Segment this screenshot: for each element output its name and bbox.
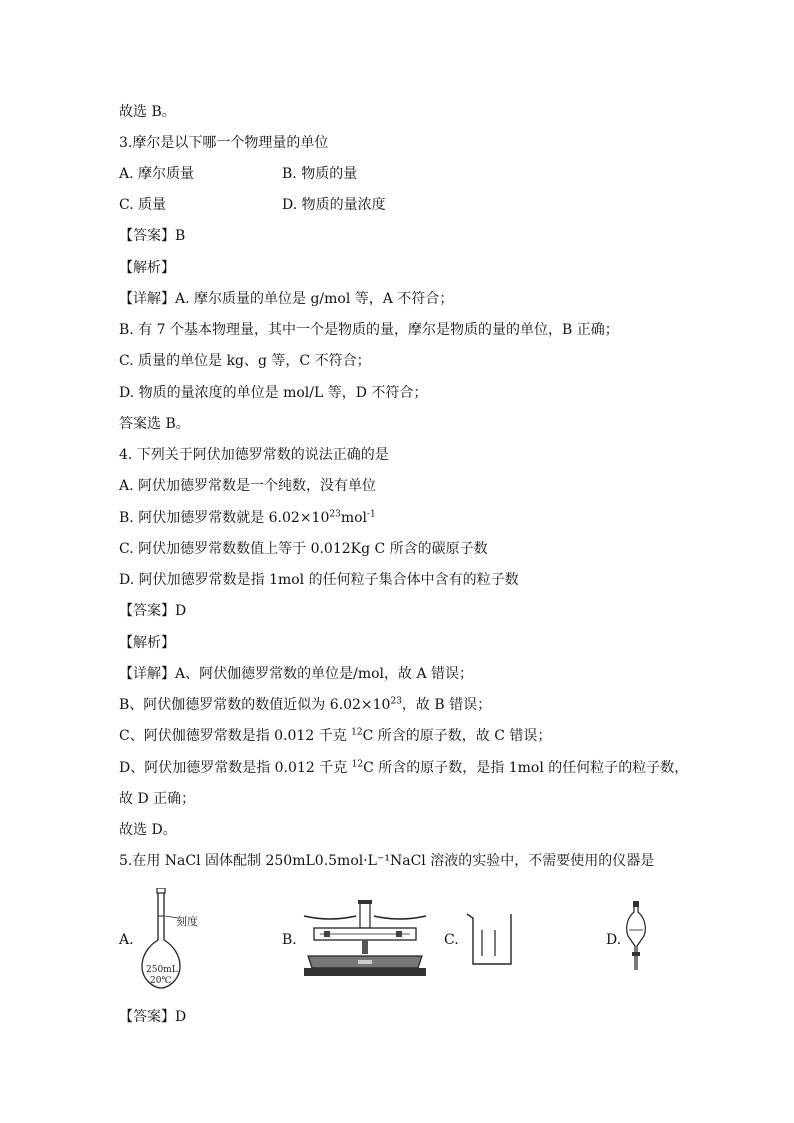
q5-label-b: B. — [282, 932, 297, 948]
text-line — [119, 695, 491, 715]
answer-line: 【答案】D — [119, 603, 187, 619]
text-segment: B. 阿伏加德罗常数就是 6.02×10 — [119, 510, 330, 526]
q3-option-a: A. 摩尔质量 — [119, 166, 195, 182]
q4-option-d: D. 阿伏加德罗常数是指 1mol 的任何粒子集合体中含有的粒子数 — [119, 572, 519, 588]
q4-option-a: A. 阿伏加德罗常数是一个纯数，没有单位 — [119, 478, 377, 494]
q3-option-d: D. 物质的量浓度 — [282, 197, 386, 213]
q5-label-a: A. — [119, 932, 134, 948]
superscript: 23 — [390, 696, 402, 707]
flask-volume-label: 250mL — [146, 965, 178, 975]
text-segment: ，故 B 错误； — [401, 697, 492, 713]
analysis-heading: 【解析】 — [119, 260, 175, 276]
question-5-stem: 5.在用 NaCl 固体配制 250mL0.5mol·L⁻¹NaCl 溶液的实验中，不需要使用的仪器是 — [119, 853, 655, 869]
analysis-heading: 【解析】 — [119, 635, 175, 651]
answer-line: 【答案】B — [119, 228, 186, 244]
text-line: 【详解】A. 摩尔质量的单位是 g/mol 等，A 不符合； — [119, 291, 454, 307]
text-line: B. 有 7 个基本物理量，其中一个是物质的量，摩尔是物质的量的单位，B 正确； — [119, 322, 619, 338]
text-segment: C、阿伏伽德罗常数是指 0.012 千克 — [119, 728, 352, 744]
answer-line: 【答案】D — [119, 1009, 187, 1025]
text-line: 故选 D。 — [119, 822, 177, 838]
q4-option-b — [119, 508, 376, 528]
flask-mark-label: 刻度 — [176, 915, 198, 928]
text-line: D. 物质的量浓度的单位是 mol/L 等，D 不符合； — [119, 385, 428, 401]
text-segment: mol — [340, 510, 367, 526]
text-line: 故选 B。 — [119, 104, 176, 120]
question-3-stem: 3.摩尔是以下哪一个物理量的单位 — [119, 135, 329, 151]
question-4-stem: 4. 下列关于阿伏加德罗常数的说法正确的是 — [119, 447, 389, 463]
beaker-icon — [465, 910, 515, 968]
q3-option-c: C. 质量 — [119, 197, 167, 213]
volumetric-flask-icon — [140, 888, 210, 990]
text-line: 答案选 B。 — [119, 416, 190, 432]
text-segment: C 所含的原子数，是指 1mol 的任何粒子的粒子数， — [363, 760, 689, 776]
text-line — [119, 758, 688, 778]
q4-option-c: C. 阿伏加德罗常数数值上等于 0.012Kg C 所含的碳原子数 — [119, 541, 488, 557]
flask-temp-label: 20℃ — [150, 976, 172, 986]
text-segment: D、阿伏加德罗常数是指 0.012 千克 — [119, 760, 352, 776]
superscript: 12 — [351, 759, 364, 770]
superscript: -1 — [367, 509, 376, 520]
q3-option-b: B. 物质的量 — [282, 166, 358, 182]
text-line: 【详解】A、阿伏伽德罗常数的单位是/mol，故 A 错误； — [119, 666, 474, 682]
text-segment: C 所含的原子数，故 C 错误； — [362, 728, 552, 744]
text-line — [119, 726, 551, 746]
text-segment: B、阿伏伽德罗常数的数值近似为 6.02×10 — [119, 697, 391, 713]
superscript: 23 — [329, 509, 341, 520]
text-line: C. 质量的单位是 kg、g 等，C 不符合； — [119, 353, 371, 369]
separatory-funnel-icon — [624, 900, 648, 980]
q5-label-d: D. — [606, 932, 622, 948]
q5-label-c: C. — [444, 932, 459, 948]
text-line: 故 D 正确； — [119, 791, 196, 807]
superscript: 12 — [351, 727, 363, 738]
tray-balance-icon — [300, 898, 430, 980]
